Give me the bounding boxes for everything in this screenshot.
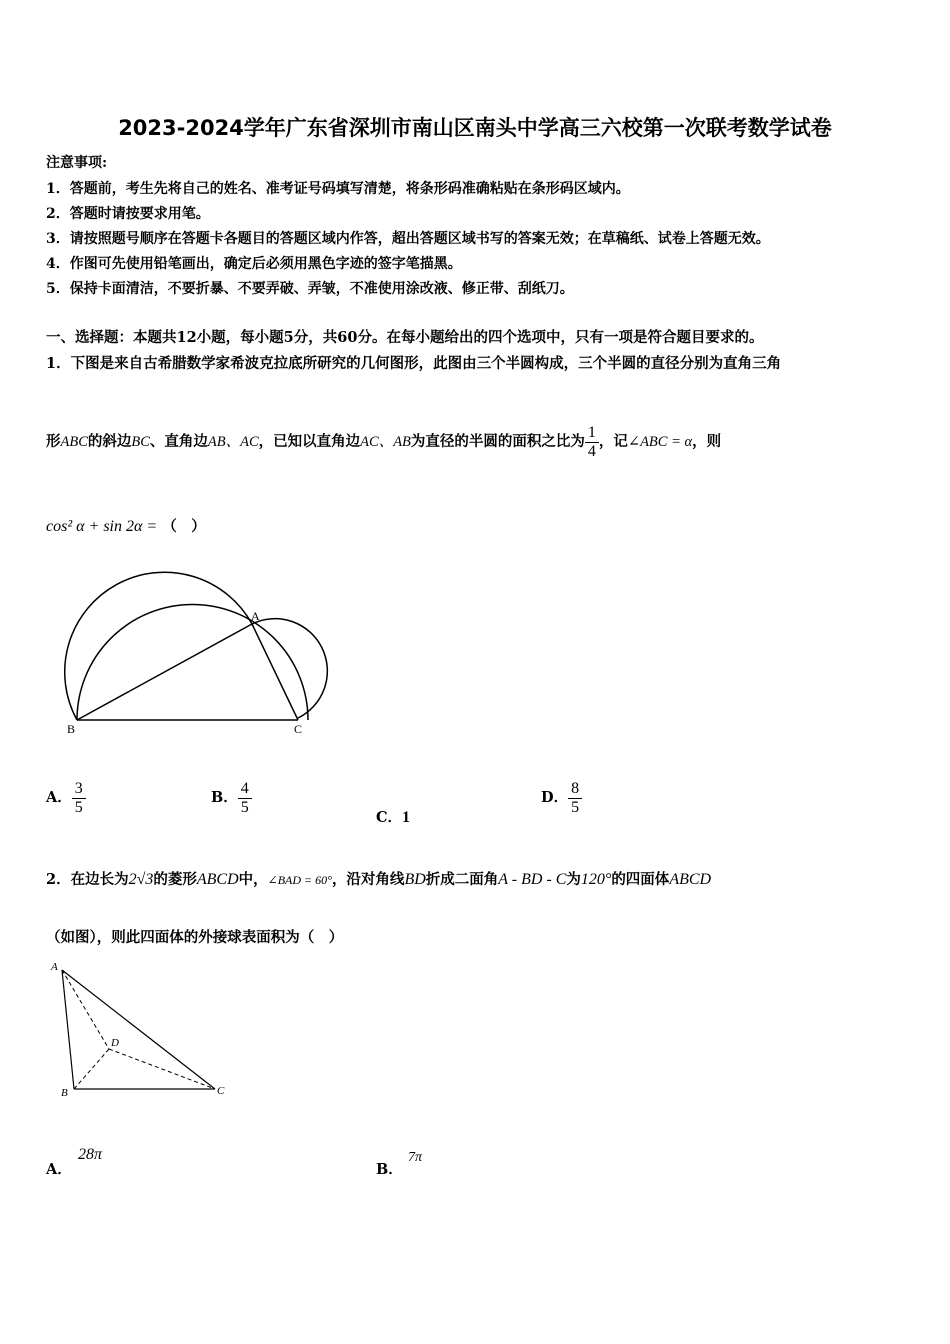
q2-text: ，沿对角线 (331, 871, 405, 888)
q2-math: 2√3 (128, 871, 154, 888)
q1-line1: 1．下图是来自古希腊数学家希波克拉底所研究的几何图形，此图由三个半圆构成，三个半圆的直径分别为直角三角 (46, 355, 782, 372)
q2-text: 的菱形 (153, 871, 197, 888)
option-label: D． (541, 789, 569, 807)
q1-ratio-fraction: $\frac{1}{4}$ (585, 424, 599, 460)
option-label: B． (211, 789, 238, 807)
option-fraction: $\frac{3}{5}$ (72, 780, 86, 816)
q1-answer-blank: （ ） (162, 518, 206, 535)
section-heading: 一、选择题：本题共12小题，每小题5分，共60分。在每小题给出的四个选项中，只有一项是符合题目要求的。 (46, 329, 764, 346)
q2-figure (45, 958, 235, 1103)
option-label: A． (46, 1161, 72, 1178)
q1-text: ，则 (692, 433, 722, 450)
q2-option-a-value (78, 1144, 102, 1164)
q1-math: ∠ABC = α (627, 434, 693, 450)
q1-option-c[interactable] (376, 806, 410, 827)
q1-expression-line (46, 515, 206, 536)
label-a: A (251, 609, 260, 623)
q2-math: A - BD - C (498, 871, 567, 888)
q2-math: BD (404, 871, 426, 888)
q2-line2: （如图），则此四面体的外接球表面积为（ ） (46, 929, 344, 946)
option-value: 1 (402, 809, 411, 826)
q2-text: 折成二面角 (425, 871, 499, 888)
label-a: A (51, 961, 58, 973)
option-label: A． (46, 789, 72, 807)
label-c: C (217, 1085, 225, 1097)
q1-math: BC (131, 434, 150, 450)
q2-option-b[interactable] (376, 1158, 403, 1179)
q1-expression: cos² α + sin 2α = (46, 518, 158, 535)
note-item: 2．答题时请按要求用笔。 (46, 206, 210, 222)
note-item: 5．保持卡面清洁，不要折暴、不要弄破、弄皱，不准使用涂改液、修正带、刮纸刀。 (46, 281, 574, 297)
option-fraction: $\frac{8}{5}$ (568, 780, 582, 816)
q1-figure (55, 570, 345, 745)
note-item: 3．请按照题号顺序在答题卡各题目的答题区域内作答，超出答题区域书写的答案无效；在草稿纸、试卷上答题无效。 (46, 231, 770, 247)
q1-option-b[interactable] (211, 780, 252, 816)
q1-line2 (46, 412, 721, 472)
q1-math: ABC (60, 434, 88, 450)
option-value: 7π (408, 1150, 423, 1165)
q2-line1 (46, 868, 711, 889)
option-fraction: $\frac{4}{5}$ (238, 780, 252, 816)
option-label: C． (376, 809, 403, 826)
q2-math: ABCD (669, 871, 712, 888)
notes-heading: 注意事项: (46, 155, 108, 171)
q1-text: ，记 (598, 433, 628, 450)
note-item: 1．答题前，考生先将自己的姓名、准考证号码填写清楚，将条形码准确粘贴在条形码区域内。 (46, 181, 630, 197)
q2-text: 中， (238, 871, 268, 888)
q1-option-a[interactable] (46, 780, 86, 816)
option-value: 28π (78, 1146, 103, 1163)
q1-math: AB、AC (207, 434, 259, 450)
label-b: B (67, 722, 76, 736)
q1-math: AC、AB (360, 434, 411, 450)
q2-option-a[interactable] (46, 1158, 72, 1179)
label-d: D (111, 1037, 119, 1049)
q1-text: ，已知以直角边 (258, 433, 361, 450)
q2-math: ∠BAD = 60° (267, 873, 332, 887)
q1-text: 、直角边 (149, 433, 208, 450)
q2-option-b-value (408, 1146, 422, 1166)
q2-text: 的四面体 (611, 871, 670, 888)
q2-text: 2．在边长为 (46, 871, 129, 888)
label-c: C (294, 722, 303, 736)
label-b: B (61, 1087, 68, 1099)
q1-text: 的斜边 (87, 433, 132, 450)
q2-math: 120° (580, 871, 612, 888)
note-item: 4．作图可先使用铅笔画出，确定后必须用黑色字迹的签字笔描黑。 (46, 256, 462, 272)
q2-math: ABCD (196, 871, 239, 888)
q1-option-d[interactable] (541, 780, 582, 816)
q1-text: 为直径的半圆的面积之比为 (410, 433, 585, 450)
page-title: 2023-2024学年广东省深圳市南山区南头中学高三六校第一次联考数学试卷 (118, 116, 832, 140)
q2-text: 为 (566, 871, 581, 888)
option-label: B． (376, 1161, 403, 1178)
q1-text: 形 (46, 433, 61, 450)
